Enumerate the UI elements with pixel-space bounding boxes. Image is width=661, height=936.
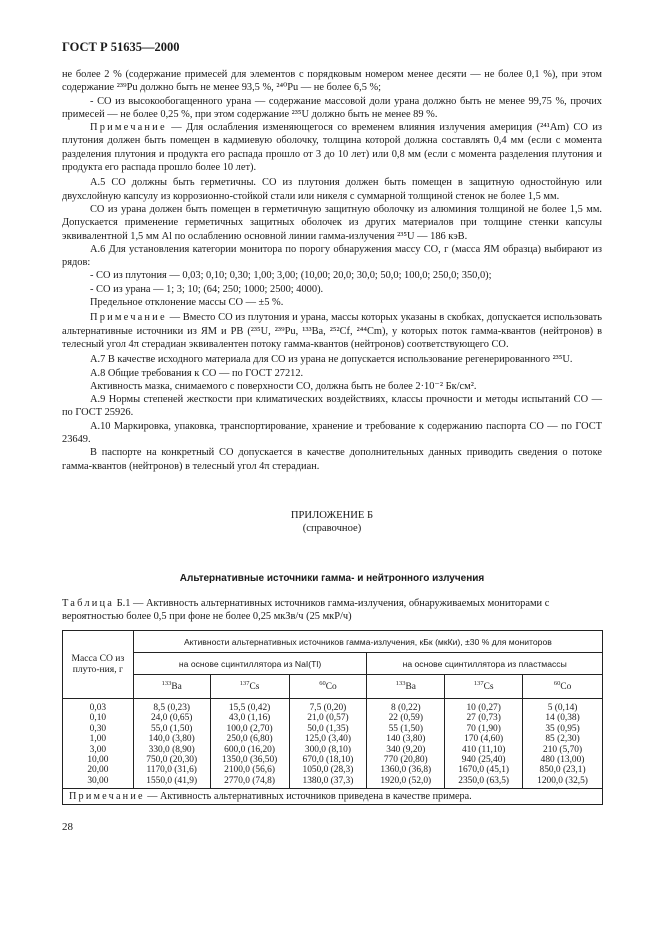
table-cell: 22 (0,59) <box>388 713 423 724</box>
table-cell: 1670,0 (45,1) <box>458 765 510 776</box>
table-cell: 5 (0,14) <box>547 703 578 713</box>
table-cell: 2100,0 (56,6) <box>224 765 275 776</box>
table-cell: 70 (1,90) <box>466 723 501 734</box>
table-cell: 670,0 (18,10) <box>302 755 354 766</box>
table-cell: 1200,0 (32,5) <box>537 775 588 786</box>
paragraph-continuation: не более 2 % (содержание примесей для элементов с порядковым номером менее десяти — не более 0,1 %), при этом содержание ²³⁹Pu должно быть не менее 93,5 %, ²⁴⁰Pu — не более 6,5 %; <box>62 69 602 94</box>
table-cell: 1050,0 (28,3) <box>302 765 354 776</box>
table-cell: 24,0 (0,65) <box>150 713 193 724</box>
isotope-header: $^{60}$Co <box>523 675 603 699</box>
table-cell: 15,5 (0,42) <box>228 703 271 713</box>
table-cell: 250,0 (6,80) <box>226 734 273 745</box>
appendix-title: ПРИЛОЖЕНИЕ Б <box>290 510 374 521</box>
mass-value: 1,00 <box>89 734 107 745</box>
note-label: Примечание <box>90 122 167 134</box>
paragraph-a6: А.6 Для установления категории монитора по порогу обнаружения массу СО, г (масса ЯМ образца) выбирают из рядов: <box>62 243 602 269</box>
table-cell: 410 (11,10) <box>461 744 506 755</box>
activity-column-nai-cs137 <box>210 699 289 789</box>
table-cell: 27 (0,73) <box>466 713 501 724</box>
table-cell: 770 (20,80) <box>383 755 428 766</box>
paragraph-a9: А.9 Нормы степеней жесткости при климатических воздействиях, классы прочности и методы испытаний СО — по ГОСТ 25926. <box>62 394 602 419</box>
table-cell: 140,0 (3,80) <box>148 734 195 745</box>
document-header: ГОСТ Р 51635—2000 <box>62 40 180 54</box>
table-note <box>63 789 603 805</box>
activity-header: Активности альтернативных источников гамма-излучения, кБк (мкКи), ±30 % для мониторов <box>133 631 602 653</box>
mass-value: 0,10 <box>89 713 107 724</box>
note-text: — Вместо СО из плутония и урана, массы которых указаны в скобках, допускается использовать альтернативные источники из ЯМ и РВ (²³⁵U, ²³⁹Pu, ¹³³Ba, ²⁵²Cf, ²⁴⁴Cm), у которых поток гамма-квантов (нейтронов) в телесный угол 4π стерадиан эквивалентен потоку гамма-квантов (нейтронов) соответствующего СО. <box>62 312 602 350</box>
mass-value: 10,00 <box>87 755 109 766</box>
table-cell: 170 (4,60) <box>464 734 504 745</box>
mass-value: 3,00 <box>89 744 107 755</box>
table-cell: 330,0 (8,90) <box>148 744 195 755</box>
table-cell: 1350,0 (36,50) <box>221 755 278 766</box>
table-note-text: — Активность альтернативных источников приведена в качестве примера. <box>144 791 472 803</box>
table-cell: 1550,0 (41,9) <box>146 775 198 786</box>
paragraph-a8: А.8 Общие требования к СО — по ГОСТ 27212. <box>90 367 304 379</box>
table-cell: 55 (1,50) <box>388 723 423 734</box>
paragraph-a5-uranium: СО из урана должен быть помещен в герметичную защитную оболочку из алюминия толщиной не более 1,5 мм. Допускается применение герметичных защитных оболочек из других материалов при толщине стенки капсулы эквивалентной 1,5 мм Al по ослаблению основной линии гамма-излучения ²³⁵U — 186 кэВ. <box>62 203 602 242</box>
table-cell: 1380,0 (37,3) <box>302 775 354 786</box>
table-cell: 85 (2,30) <box>545 734 580 745</box>
table-cell: 125,0 (3,40) <box>304 734 351 745</box>
table-cell: 2350,0 (63,5) <box>458 775 510 786</box>
mass-value: 20,00 <box>87 765 109 776</box>
table-cell: 750,0 (20,30) <box>146 755 198 766</box>
list-item-plutonium: - СО из плутония — 0,03; 0,10; 0,30; 1,00; 3,00; (10,00; 20,0; 30,0; 50,0; 100,0; 250,0; 350,0); <box>90 270 492 282</box>
activity-column-plastic-cs137 <box>445 699 523 789</box>
mass-value: 0,30 <box>89 723 107 734</box>
appendix-subtitle: (справочное) <box>302 522 362 534</box>
table-cell: 55,0 (1,50) <box>150 723 193 734</box>
mass-column <box>63 699 134 789</box>
note-americium <box>62 121 602 174</box>
table-cell: 940 (25,40) <box>461 755 506 766</box>
table-cell: 1920,0 (52,0) <box>380 775 432 786</box>
table-cell: 340 (9,20) <box>386 744 426 755</box>
paragraph-mass-deviation: Предельное отклонение массы СО — ±5 %. <box>90 297 284 309</box>
table-cell: 600,0 (16,20) <box>224 744 275 755</box>
activity-column-nai-co60 <box>289 699 367 789</box>
list-item-uranium: - СО из урана — 1; 3; 10; (64; 250; 1000; 2500; 4000). <box>90 283 324 295</box>
mass-value: 30,00 <box>87 775 109 786</box>
paragraph-a10: А.10 Маркировка, упаковка, транспортирование, хранение и требование к содержанию паспорта СО — по ГОСТ 23649. <box>62 420 602 446</box>
group-header-nai: на основе сцинтиллятора из NaI(Tl) <box>133 653 367 675</box>
table-cell: 850,0 (23,1) <box>539 765 586 776</box>
table-cell: 8,5 (0,23) <box>153 703 191 713</box>
body-text <box>62 68 602 473</box>
table-cell: 300,0 (8,10) <box>304 744 351 755</box>
table-cell: 7,5 (0,20) <box>309 703 347 713</box>
note-text: — Для ослабления изменяющегося со временем влияния излучения америция (²⁴¹Am) СО из плутония должен быть помещен в кадмиевую оболочку, толщина которой должна составлять 0,4 мм (если с момента разделения плутония и продукта его распада прошло от 3 до 10 лет) или 0,8 мм (если с момента разделения плутония и продукта его распада прошло более 10 лет). <box>62 122 602 174</box>
mass-column-header: Масса СО из плуто-ния, г <box>63 631 134 699</box>
table-cell: 1170,0 (31,6) <box>146 765 197 776</box>
table-caption <box>62 598 602 623</box>
activity-column-plastic-co60 <box>523 699 603 789</box>
table-cell: 210 (5,70) <box>543 744 583 755</box>
table-cell: 35 (0,95) <box>545 723 580 734</box>
table-cell: 100,0 (2,70) <box>226 723 273 734</box>
paragraph-a5: А.5 СО должны быть герметичны. СО из плутония должен быть помещен в защитную одностойную или двухслойную капсулу из коррозионно-стойкой стали или никеля с суммарной толщиной стенок не более 1,5 мм. <box>62 177 602 202</box>
paragraph-a7: А.7 В качестве исходного материала для СО из урана не допускается использование регенерированного ²³⁵U. <box>90 354 573 366</box>
table-cell: 480 (13,00) <box>540 755 585 766</box>
table-note-label: Примечание <box>69 791 145 803</box>
paragraph-uranium-purity: - СО из высокообогащенного урана — содержание массовой доли урана должно быть не менее 99,75 %, прочих примесей — не более 0,25 %, при этом содержание ²³⁵U должно быть не менее 89 %. <box>62 95 602 120</box>
group-header-plastic: на основе сцинтиллятора из пластмассы <box>367 653 603 675</box>
section-title: Альтернативные источники гамма- и нейтронного излучения <box>179 573 485 584</box>
activity-column-plastic-ba133 <box>367 699 445 789</box>
isotope-header: $^{137}$Cs <box>445 675 523 699</box>
table-cell: 2770,0 (74,8) <box>224 775 275 786</box>
appendix-heading <box>62 510 602 535</box>
isotope-header: $^{133}$Ba <box>367 675 445 699</box>
page-number: 28 <box>62 821 73 833</box>
table-cell: 140 (3,80) <box>386 734 426 745</box>
activity-column-nai-ba133 <box>133 699 210 789</box>
table-cell: 8 (0,22) <box>390 703 421 713</box>
table-cell: 1360,0 (36,8) <box>380 765 432 776</box>
table-cell: 50,0 (1,35) <box>307 723 349 734</box>
table-caption-label: Таблица <box>62 598 115 609</box>
isotope-header: $^{60}$Co <box>289 675 367 699</box>
table-caption-text: Б.1 — Активность альтернативных источников гамма-излучения, обнаруживаемых мониторами с вероятностью более 0,5 при фоне не более 0,25 мкЗв/ч (25 мкР/ч) <box>62 598 550 622</box>
note-alternative-sources <box>62 311 602 351</box>
table-cell: 21,0 (0,57) <box>307 713 349 724</box>
mass-value: 0,03 <box>89 703 107 713</box>
note-label: Примечание <box>90 312 167 324</box>
table-cell: 10 (0,27) <box>466 703 501 713</box>
table-cell: 43,0 (1,16) <box>228 713 271 724</box>
table-cell: 14 (0,38) <box>545 713 580 724</box>
paragraph-a8-activity: Активность мазка, снимаемого с поверхности СО, должна быть не более 2·10⁻² Бк/см². <box>90 380 477 392</box>
isotope-header: $^{133}$Ba <box>133 675 210 699</box>
isotope-header: $^{137}$Cs <box>210 675 289 699</box>
activity-table <box>62 630 603 805</box>
paragraph-a10-passport: В паспорте на конкретный СО допускается в качестве дополнительных данных приводить сведения о потоке гамма-квантов (нейтронов) в телесный угол 4π стерадиан. <box>62 447 602 472</box>
